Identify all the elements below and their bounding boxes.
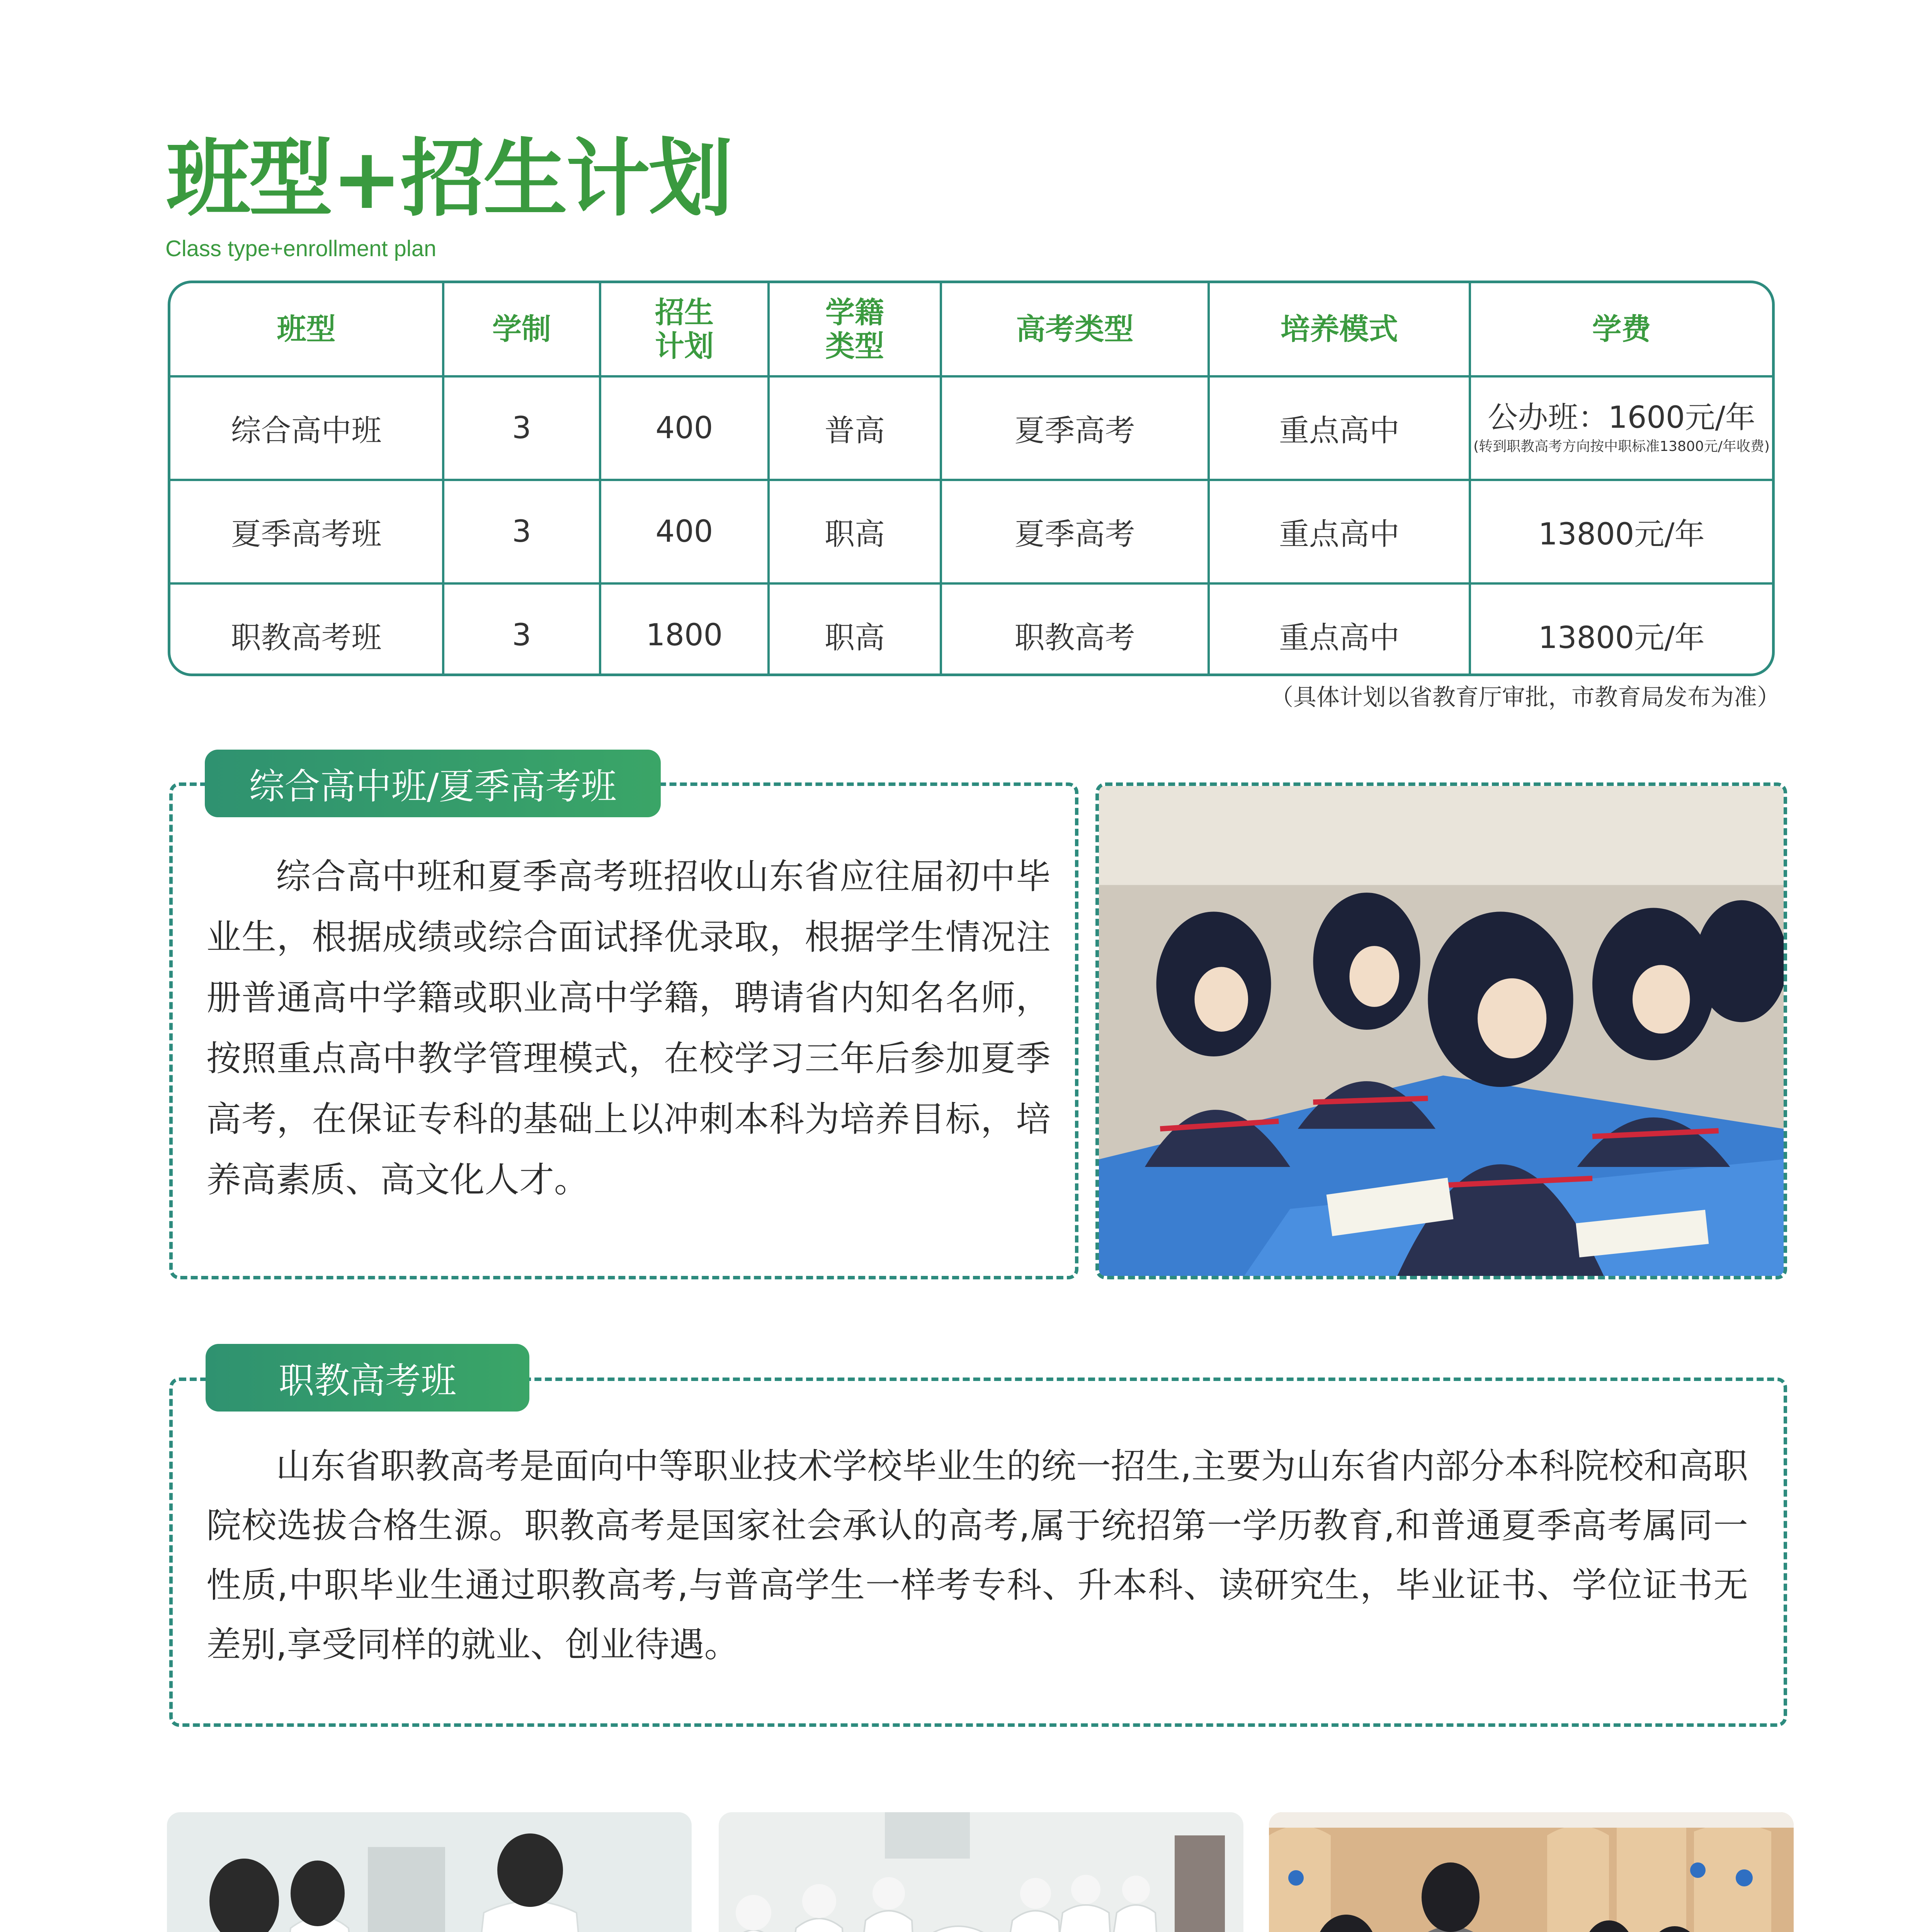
- table-row: [170, 583, 1772, 676]
- page-subtitle: Class type+enrollment plan: [165, 236, 437, 261]
- cell-class-type: 综合高中班: [170, 376, 443, 480]
- section-comprehensive-text: 综合高中班和夏季高考班招收山东省应往届初中毕业生，根据成绩或综合面试择优录取，根据学生情况注册普通高中学籍或职业高中学籍，聘请省内知名名师，按照重点高中教学管理模式，在校学习三年后参加夏季高考，在保证专科的基础上以冲刺本科为培养目标，培养高素质、高文化人才。: [206, 856, 1051, 1200]
- table-footnote: （具体计划以省教育厅审批，市教育局发布为准）: [1270, 684, 1780, 711]
- cell-mode: 重点高中: [1209, 583, 1470, 676]
- table-header-row: [170, 283, 1772, 376]
- cell-exam-type: 夏季高考: [941, 376, 1209, 480]
- cell-mode: 重点高中: [1209, 480, 1470, 583]
- cell-years: 3: [443, 480, 600, 583]
- table-row: [170, 376, 1772, 480]
- fee-note: (转到职教高考方向按中职标准13800元/年收费): [1473, 439, 1770, 455]
- cell-status: 职高: [769, 583, 941, 676]
- header-quota: 招生 计划: [600, 283, 769, 376]
- header-exam-type: 高考类型: [941, 283, 1209, 376]
- cell-years: 3: [443, 376, 600, 480]
- header-status: 学籍 类型: [769, 283, 941, 376]
- cell-class-type: 职教高考班: [170, 583, 443, 676]
- cell-status: 普高: [769, 376, 941, 480]
- enrollment-table: [168, 281, 1775, 676]
- page-title: 班型+招生计划: [166, 130, 731, 228]
- header-class-type: 班型: [170, 283, 443, 376]
- cell-class-type: 夏季高考班: [170, 480, 443, 583]
- classroom-photo: [1095, 782, 1787, 1279]
- header-fee: 学费: [1470, 283, 1772, 376]
- fee-value: 公办班：1600元/年: [1488, 400, 1755, 435]
- header-mode: 培养模式: [1209, 283, 1470, 376]
- cell-quota: 400: [600, 376, 769, 480]
- cell-fee: 13800元/年: [1470, 480, 1772, 583]
- computer-lab-photo-1: [1269, 1812, 1794, 1932]
- cell-quota: 1800: [600, 583, 769, 676]
- section-vocational-tag: 职教高考班: [206, 1344, 529, 1412]
- medical-training-photo-2: [719, 1812, 1243, 1932]
- cell-fee: 13800元/年: [1470, 583, 1772, 676]
- cell-status: 职高: [769, 480, 941, 583]
- cell-quota: 400: [600, 480, 769, 583]
- section-vocational-text: 山东省职教高考是面向中等职业技术学校毕业生的统一招生,主要为山东省内部分本科院校和高职院校选拔合格生源。职教高考是国家社会承认的高考,属于统招第一学历教育,和普通夏季高考属同一性质,中职毕业生通过职教高考,与普高学生一样考专科、升本科、读研究生，毕业证书、学位证书无差别,享受同样的就业、创业待遇。: [206, 1446, 1748, 1665]
- cell-exam-type: 职教高考: [941, 583, 1209, 676]
- medical-training-photo-1: [167, 1812, 692, 1932]
- cell-exam-type: 夏季高考: [941, 480, 1209, 583]
- section-comprehensive-tag: 综合高中班/夏季高考班: [205, 750, 661, 817]
- header-years: 学制: [443, 283, 600, 376]
- cell-years: 3: [443, 583, 600, 676]
- table-row: [170, 480, 1772, 583]
- cell-mode: 重点高中: [1209, 376, 1470, 480]
- cell-fee: [1470, 376, 1772, 480]
